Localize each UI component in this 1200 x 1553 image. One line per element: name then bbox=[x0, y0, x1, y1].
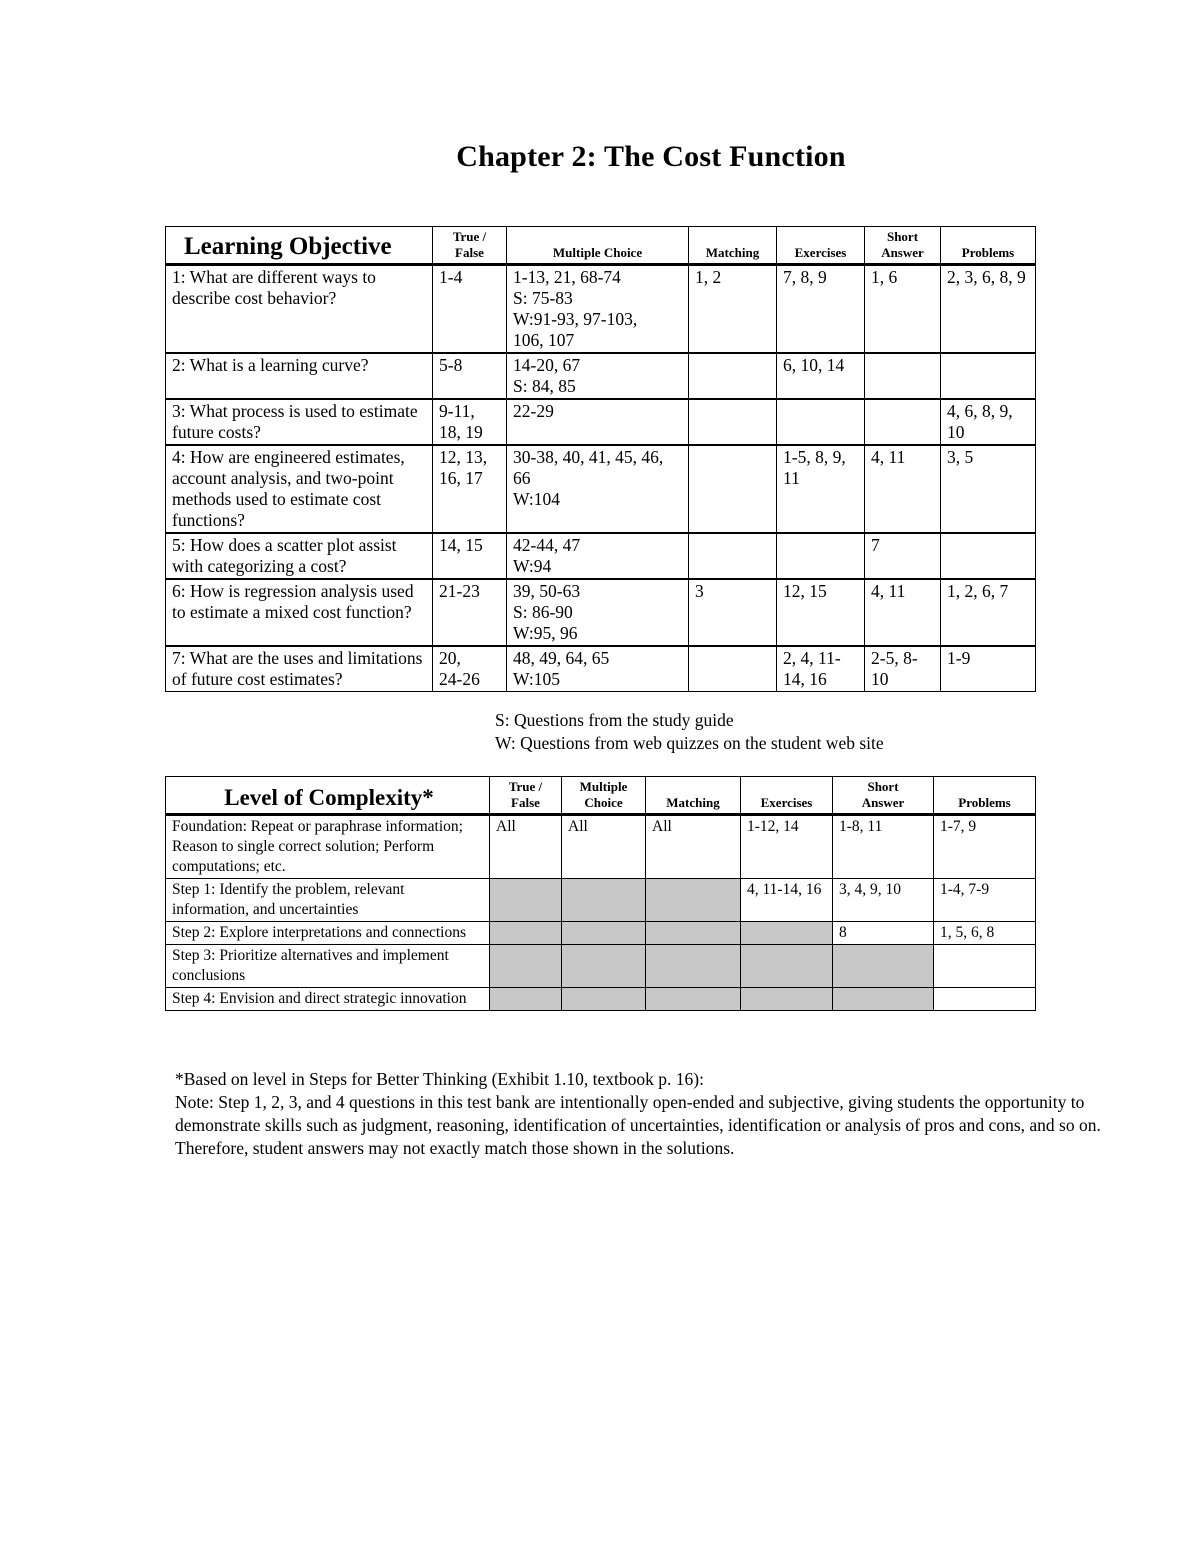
short-answer-cell: 7 bbox=[865, 533, 941, 579]
learning-objectives-table bbox=[165, 226, 1036, 692]
short-answer-cell bbox=[833, 945, 934, 988]
header-short-answer: Short Answer bbox=[865, 227, 941, 265]
matching-cell bbox=[646, 879, 741, 922]
exercises-cell: 6, 10, 14 bbox=[777, 353, 865, 399]
footnote: *Based on level in Steps for Better Thinking (Exhibit 1.10, textbook p. 16): bbox=[175, 1069, 704, 1089]
table-row bbox=[166, 265, 1036, 354]
true-false-cell bbox=[490, 988, 562, 1011]
problems-cell: 3, 5 bbox=[941, 445, 1036, 533]
problems-cell bbox=[934, 988, 1036, 1011]
problems-cell: 2, 3, 6, 8, 9 bbox=[941, 265, 1036, 354]
problems-cell bbox=[941, 353, 1036, 399]
exercises-cell: 4, 11-14, 16 bbox=[741, 879, 833, 922]
table-row bbox=[166, 922, 1036, 945]
multiple-choice-cell: 39, 50-63 S: 86-90 W:95, 96 bbox=[507, 579, 689, 646]
header-exercises: Exercises bbox=[777, 227, 865, 265]
objective-cell: 2: What is a learning curve? bbox=[166, 353, 433, 399]
multiple-choice-cell bbox=[562, 879, 646, 922]
objective-cell: 6: How is regression analysis used to estimate a mixed cost function? bbox=[166, 579, 433, 646]
objective-cell: 1: What are different ways to describe cost behavior? bbox=[166, 265, 433, 354]
true-false-cell: 1-4 bbox=[433, 265, 507, 354]
multiple-choice-cell bbox=[562, 988, 646, 1011]
true-false-cell bbox=[490, 922, 562, 945]
header-level-of-complexity: Level of Complexity* bbox=[166, 777, 490, 815]
multiple-choice-cell bbox=[562, 945, 646, 988]
table-row bbox=[166, 445, 1036, 533]
short-answer-cell: 8 bbox=[833, 922, 934, 945]
exercises-cell: 2, 4, 11- 14, 16 bbox=[777, 646, 865, 692]
objective-cell: 5: How does a scatter plot assist with categorizing a cost? bbox=[166, 533, 433, 579]
multiple-choice-cell bbox=[562, 922, 646, 945]
short-answer-cell: 4, 11 bbox=[865, 579, 941, 646]
true-false-cell: 5-8 bbox=[433, 353, 507, 399]
matching-cell bbox=[689, 445, 777, 533]
true-false-cell: 20, 24-26 bbox=[433, 646, 507, 692]
short-answer-cell: 1, 6 bbox=[865, 265, 941, 354]
problems-cell bbox=[934, 945, 1036, 988]
exercises-cell: 1-12, 14 bbox=[741, 815, 833, 879]
problems-cell bbox=[941, 533, 1036, 579]
header-learning-objective: Learning Objective bbox=[166, 227, 433, 265]
matching-cell bbox=[646, 988, 741, 1011]
true-false-cell: 12, 13, 16, 17 bbox=[433, 445, 507, 533]
table-row bbox=[166, 579, 1036, 646]
table-row bbox=[166, 815, 1036, 879]
table-row bbox=[166, 646, 1036, 692]
true-false-cell: 14, 15 bbox=[433, 533, 507, 579]
level-cell: Foundation: Repeat or paraphrase information; Reason to single correct solution; Perform computations; etc. bbox=[166, 815, 490, 879]
header-exercises: Exercises bbox=[741, 777, 833, 815]
true-false-cell bbox=[490, 879, 562, 922]
exercises-cell bbox=[741, 988, 833, 1011]
short-answer-cell: 3, 4, 9, 10 bbox=[833, 879, 934, 922]
level-cell: Step 2: Explore interpretations and connections bbox=[166, 922, 490, 945]
true-false-cell: 9-11, 18, 19 bbox=[433, 399, 507, 445]
note-text: Note: Step 1, 2, 3, and 4 questions in this test bank are intentionally open-ended and subjective, giving students the opportunity to demonstrate skills such as judgment, reasoning, identification of uncertainties, identification or analysis of pros and cons, and so on. Therefore, student answers may not exactly match those shown in the solutions. bbox=[175, 1092, 1101, 1158]
true-false-cell bbox=[490, 945, 562, 988]
short-answer-cell: 1-8, 11 bbox=[833, 815, 934, 879]
matching-cell: 1, 2 bbox=[689, 265, 777, 354]
level-cell: Step 3: Prioritize alternatives and implement conclusions bbox=[166, 945, 490, 988]
exercises-cell bbox=[777, 399, 865, 445]
table-row bbox=[166, 879, 1036, 922]
table-row bbox=[166, 988, 1036, 1011]
exercises-cell: 7, 8, 9 bbox=[777, 265, 865, 354]
objective-cell: 4: How are engineered estimates, account analysis, and two-point methods used to estimate cost functions? bbox=[166, 445, 433, 533]
header-matching: Matching bbox=[646, 777, 741, 815]
multiple-choice-cell: 48, 49, 64, 65 W:105 bbox=[507, 646, 689, 692]
complexity-table bbox=[165, 776, 1036, 1011]
header-problems: Problems bbox=[941, 227, 1036, 265]
header-multiple-choice: Multiple Choice bbox=[562, 777, 646, 815]
matching-cell bbox=[689, 399, 777, 445]
matching-cell bbox=[689, 353, 777, 399]
header-true-false: True / False bbox=[433, 227, 507, 265]
exercises-cell bbox=[777, 533, 865, 579]
matching-cell bbox=[689, 533, 777, 579]
table-header-row bbox=[166, 227, 1036, 265]
exercises-cell: 12, 15 bbox=[777, 579, 865, 646]
problems-cell: 1-4, 7-9 bbox=[934, 879, 1036, 922]
page-title: Chapter 2: The Cost Function bbox=[456, 140, 846, 173]
objective-cell: 3: What process is used to estimate future costs? bbox=[166, 399, 433, 445]
multiple-choice-cell: 22-29 bbox=[507, 399, 689, 445]
true-false-cell: 21-23 bbox=[433, 579, 507, 646]
true-false-cell: All bbox=[490, 815, 562, 879]
matching-cell bbox=[689, 646, 777, 692]
short-answer-cell bbox=[833, 988, 934, 1011]
table-row bbox=[166, 399, 1036, 445]
problems-cell: 1, 2, 6, 7 bbox=[941, 579, 1036, 646]
matching-cell: 3 bbox=[689, 579, 777, 646]
multiple-choice-cell: 1-13, 21, 68-74 S: 75-83 W:91-93, 97-103, 106, 107 bbox=[507, 265, 689, 354]
problems-cell: 4, 6, 8, 9, 10 bbox=[941, 399, 1036, 445]
multiple-choice-cell: All bbox=[562, 815, 646, 879]
matching-cell bbox=[646, 945, 741, 988]
table-row bbox=[166, 945, 1036, 988]
problems-cell: 1-7, 9 bbox=[934, 815, 1036, 879]
objective-cell: 7: What are the uses and limitations of future cost estimates? bbox=[166, 646, 433, 692]
short-answer-cell bbox=[865, 399, 941, 445]
table-row bbox=[166, 353, 1036, 399]
multiple-choice-cell: 42-44, 47 W:94 bbox=[507, 533, 689, 579]
header-multiple-choice: Multiple Choice bbox=[507, 227, 689, 265]
table-header-row bbox=[166, 777, 1036, 815]
problems-cell: 1-9 bbox=[941, 646, 1036, 692]
problems-cell: 1, 5, 6, 8 bbox=[934, 922, 1036, 945]
legend-study-guide: S: Questions from the study guide bbox=[495, 710, 734, 730]
short-answer-cell bbox=[865, 353, 941, 399]
short-answer-cell: 4, 11 bbox=[865, 445, 941, 533]
header-matching: Matching bbox=[689, 227, 777, 265]
multiple-choice-cell: 14-20, 67 S: 84, 85 bbox=[507, 353, 689, 399]
exercises-cell: 1-5, 8, 9, 11 bbox=[777, 445, 865, 533]
header-true-false: True / False bbox=[490, 777, 562, 815]
matching-cell: All bbox=[646, 815, 741, 879]
exercises-cell bbox=[741, 945, 833, 988]
matching-cell bbox=[646, 922, 741, 945]
multiple-choice-cell: 30-38, 40, 41, 45, 46, 66 W:104 bbox=[507, 445, 689, 533]
header-short-answer: Short Answer bbox=[833, 777, 934, 815]
level-cell: Step 4: Envision and direct strategic innovation bbox=[166, 988, 490, 1011]
header-problems: Problems bbox=[934, 777, 1036, 815]
exercises-cell bbox=[741, 922, 833, 945]
legend-web-quizzes: W: Questions from web quizzes on the student web site bbox=[495, 733, 884, 753]
level-cell: Step 1: Identify the problem, relevant information, and uncertainties bbox=[166, 879, 490, 922]
table-row bbox=[166, 533, 1036, 579]
short-answer-cell: 2-5, 8- 10 bbox=[865, 646, 941, 692]
notes-section bbox=[175, 1068, 1140, 1160]
